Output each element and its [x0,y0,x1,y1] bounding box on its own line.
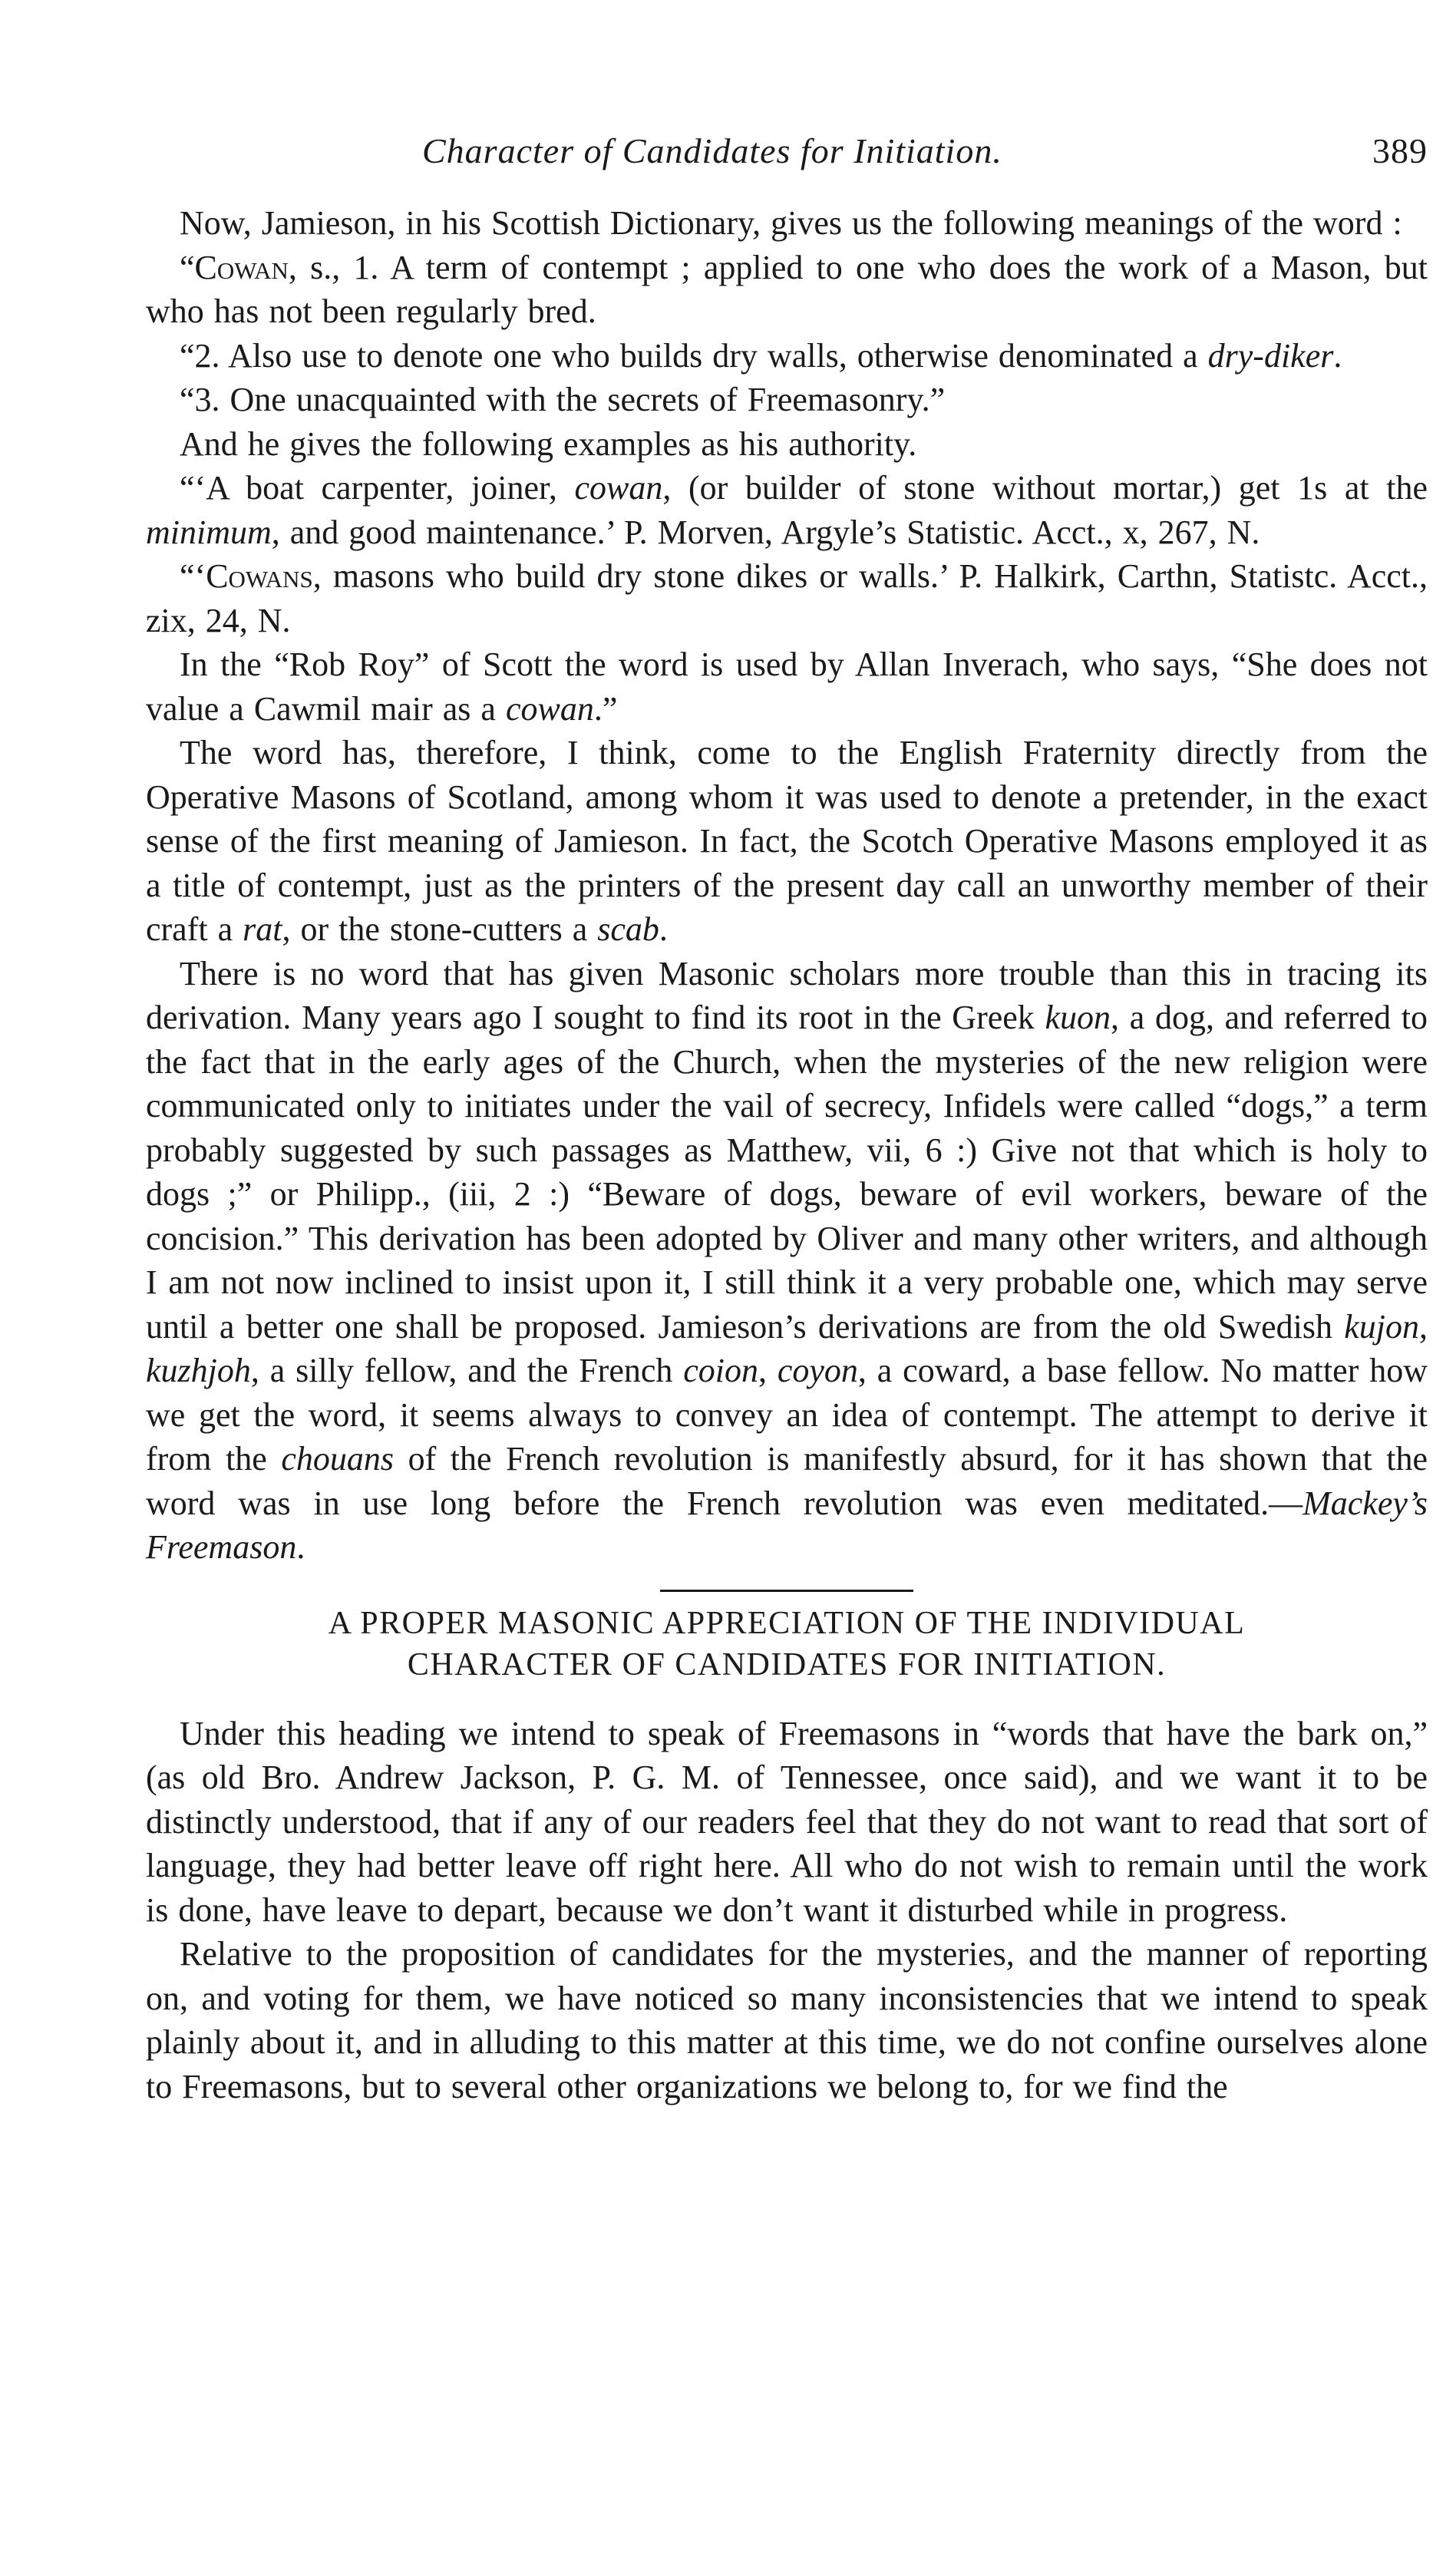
term-kujon: kujon [1344,1307,1419,1346]
paragraph-jamieson-intro: Now, Jamieson, in his Scottish Dictionary, gives us the following meanings of the word : [180,204,1402,242]
section-divider [660,1590,913,1592]
quote-example-halkirk: “‘Cowans, masons who build dry stone dikes or walls.’ P. Halkirk, Carthn, Statistc. Acct., zix, 24, N. [146,557,1428,639]
term-cowans: Cowans [206,557,313,595]
section-heading [146,1603,1428,1686]
paragraph-english-fraternity: The word has, therefore, I think, come to the English Fraternity directly from the Operative Masons of Scotland, among whom it was used to denote a pretender, in the exact sense of the first meaning of Jamieson. In fact, the Scotch Operative Masons employed it as a title of contempt, just as the printers of the present day call an unworthy member of their craft a rat, or the stone-cutters a scab. [146,734,1428,948]
section-heading-line-1: A PROPER MASONIC APPRECIATION OF THE INDIVIDUAL [328,1605,1246,1641]
term-rat: rat [243,910,282,948]
page [146,130,1428,2109]
paragraph-proposition-of-candidates: Relative to the proposition of candidates for the mysteries, and the manner of reporting on, and voting for them, we have noticed so many inconsistencies that we intend to speak plainly about it, and in alluding to this matter at this time, we do not confine ourselves alone to Freemasons, but to several other organizations we belong to, for we find the [146,1935,1428,2105]
term-scab: scab [597,910,659,948]
term-dry-diker: dry-diker [1207,336,1334,375]
paragraph-derivation: There is no word that has given Masonic scholars more trouble than this in tracing its derivation. Many years ago I sought to find its root in the Greek kuon, a dog, and referred to the fact that in the early ages of the Church, when the mysteries of the new religion were communicated only to initiates under the vail of secrecy, Infidels were called “dogs,” a term probably suggested by such passages as Matthew, vii, 6 :) Give not that which is holy to dogs ;” or Philipp., (iii, 2 :) “Beware of dogs, beware of evil workers, beware of the concision.” This derivation has been adopted by Oliver and many other writers, and although I am not now inclined to insist upon it, I still think it a very probable one, which may serve until a better one shall be proposed. Jamieson’s derivations are from the old Swedish kujon, kuzhjoh, a silly fellow, and the French coion, coyon, a coward, a base fellow. No matter how we get the word, it seems always to convey an idea of contempt. The attempt to derive it from the chouans of the French revolution is manifestly absurd, for it has shown that the word was in use long before the French revolution was even meditated.—Mackey’s Freemason. [146,954,1428,1566]
term-cowan-italic: cowan [574,469,663,507]
paragraph-rob-roy: In the “Rob Roy” of Scott the word is used by Allan Inverach, who says, “She does not value a Cawmil mair as a cowan.” [146,646,1428,728]
term-coyon: coyon [777,1352,858,1389]
paragraph-words-with-bark: Under this heading we intend to speak of Freemasons in “words that have the bark on,” (as old Bro. Andrew Jackson, P. G. M. of Tennessee, once said), and we want it to be distinctly understood, that if any of our readers feel that they do not want to read that sort of language, they had better leave off right here. All who do not wish to remain until the work is done, have leave to depart, because we don’t want it disturbed while in progress. [146,1714,1428,1929]
term-coion: coion [683,1352,758,1389]
section-heading-line-2: CHARACTER OF CANDIDATES FOR INITIATION. [407,1646,1167,1683]
quote-cowan-definition-1: “Cowan, s., 1. A term of contempt ; applied to one who does the work of a Mason, but who has not been regularly bred. [146,248,1428,330]
term-minimum: minimum [146,513,272,551]
quote-cowan-definition-2: “2. Also use to denote one who builds dry walls, otherwise denominated a dry-diker. [180,336,1342,375]
term-cowan: Cowan [194,248,289,286]
term-kuzhjoh: kuzhjoh [146,1352,251,1389]
term-cowan-rob-roy: cowan [505,689,594,728]
page-number: 389 [1372,131,1428,170]
term-chouans: chouans [281,1440,395,1478]
running-title: Character of Candidates for Initiation. [422,131,1002,170]
quote-example-morven: “‘A boat carpenter, joiner, cowan, (or builder of stone without mortar,) get 1s at the minimum, and good maintenance.’ P. Morven, Argyle’s Statistic. Acct., x, 267, N. [146,469,1428,551]
running-head [146,130,1428,192]
source-citation: Mackey’s Freemason [146,1484,1428,1566]
quote-cowan-definition-3: “3. One unacquainted with the secrets of Freemasonry.” [180,381,946,418]
paragraph-examples-intro: And he gives the following examples as his authority. [180,424,917,463]
term-kuon: kuon [1045,999,1111,1036]
